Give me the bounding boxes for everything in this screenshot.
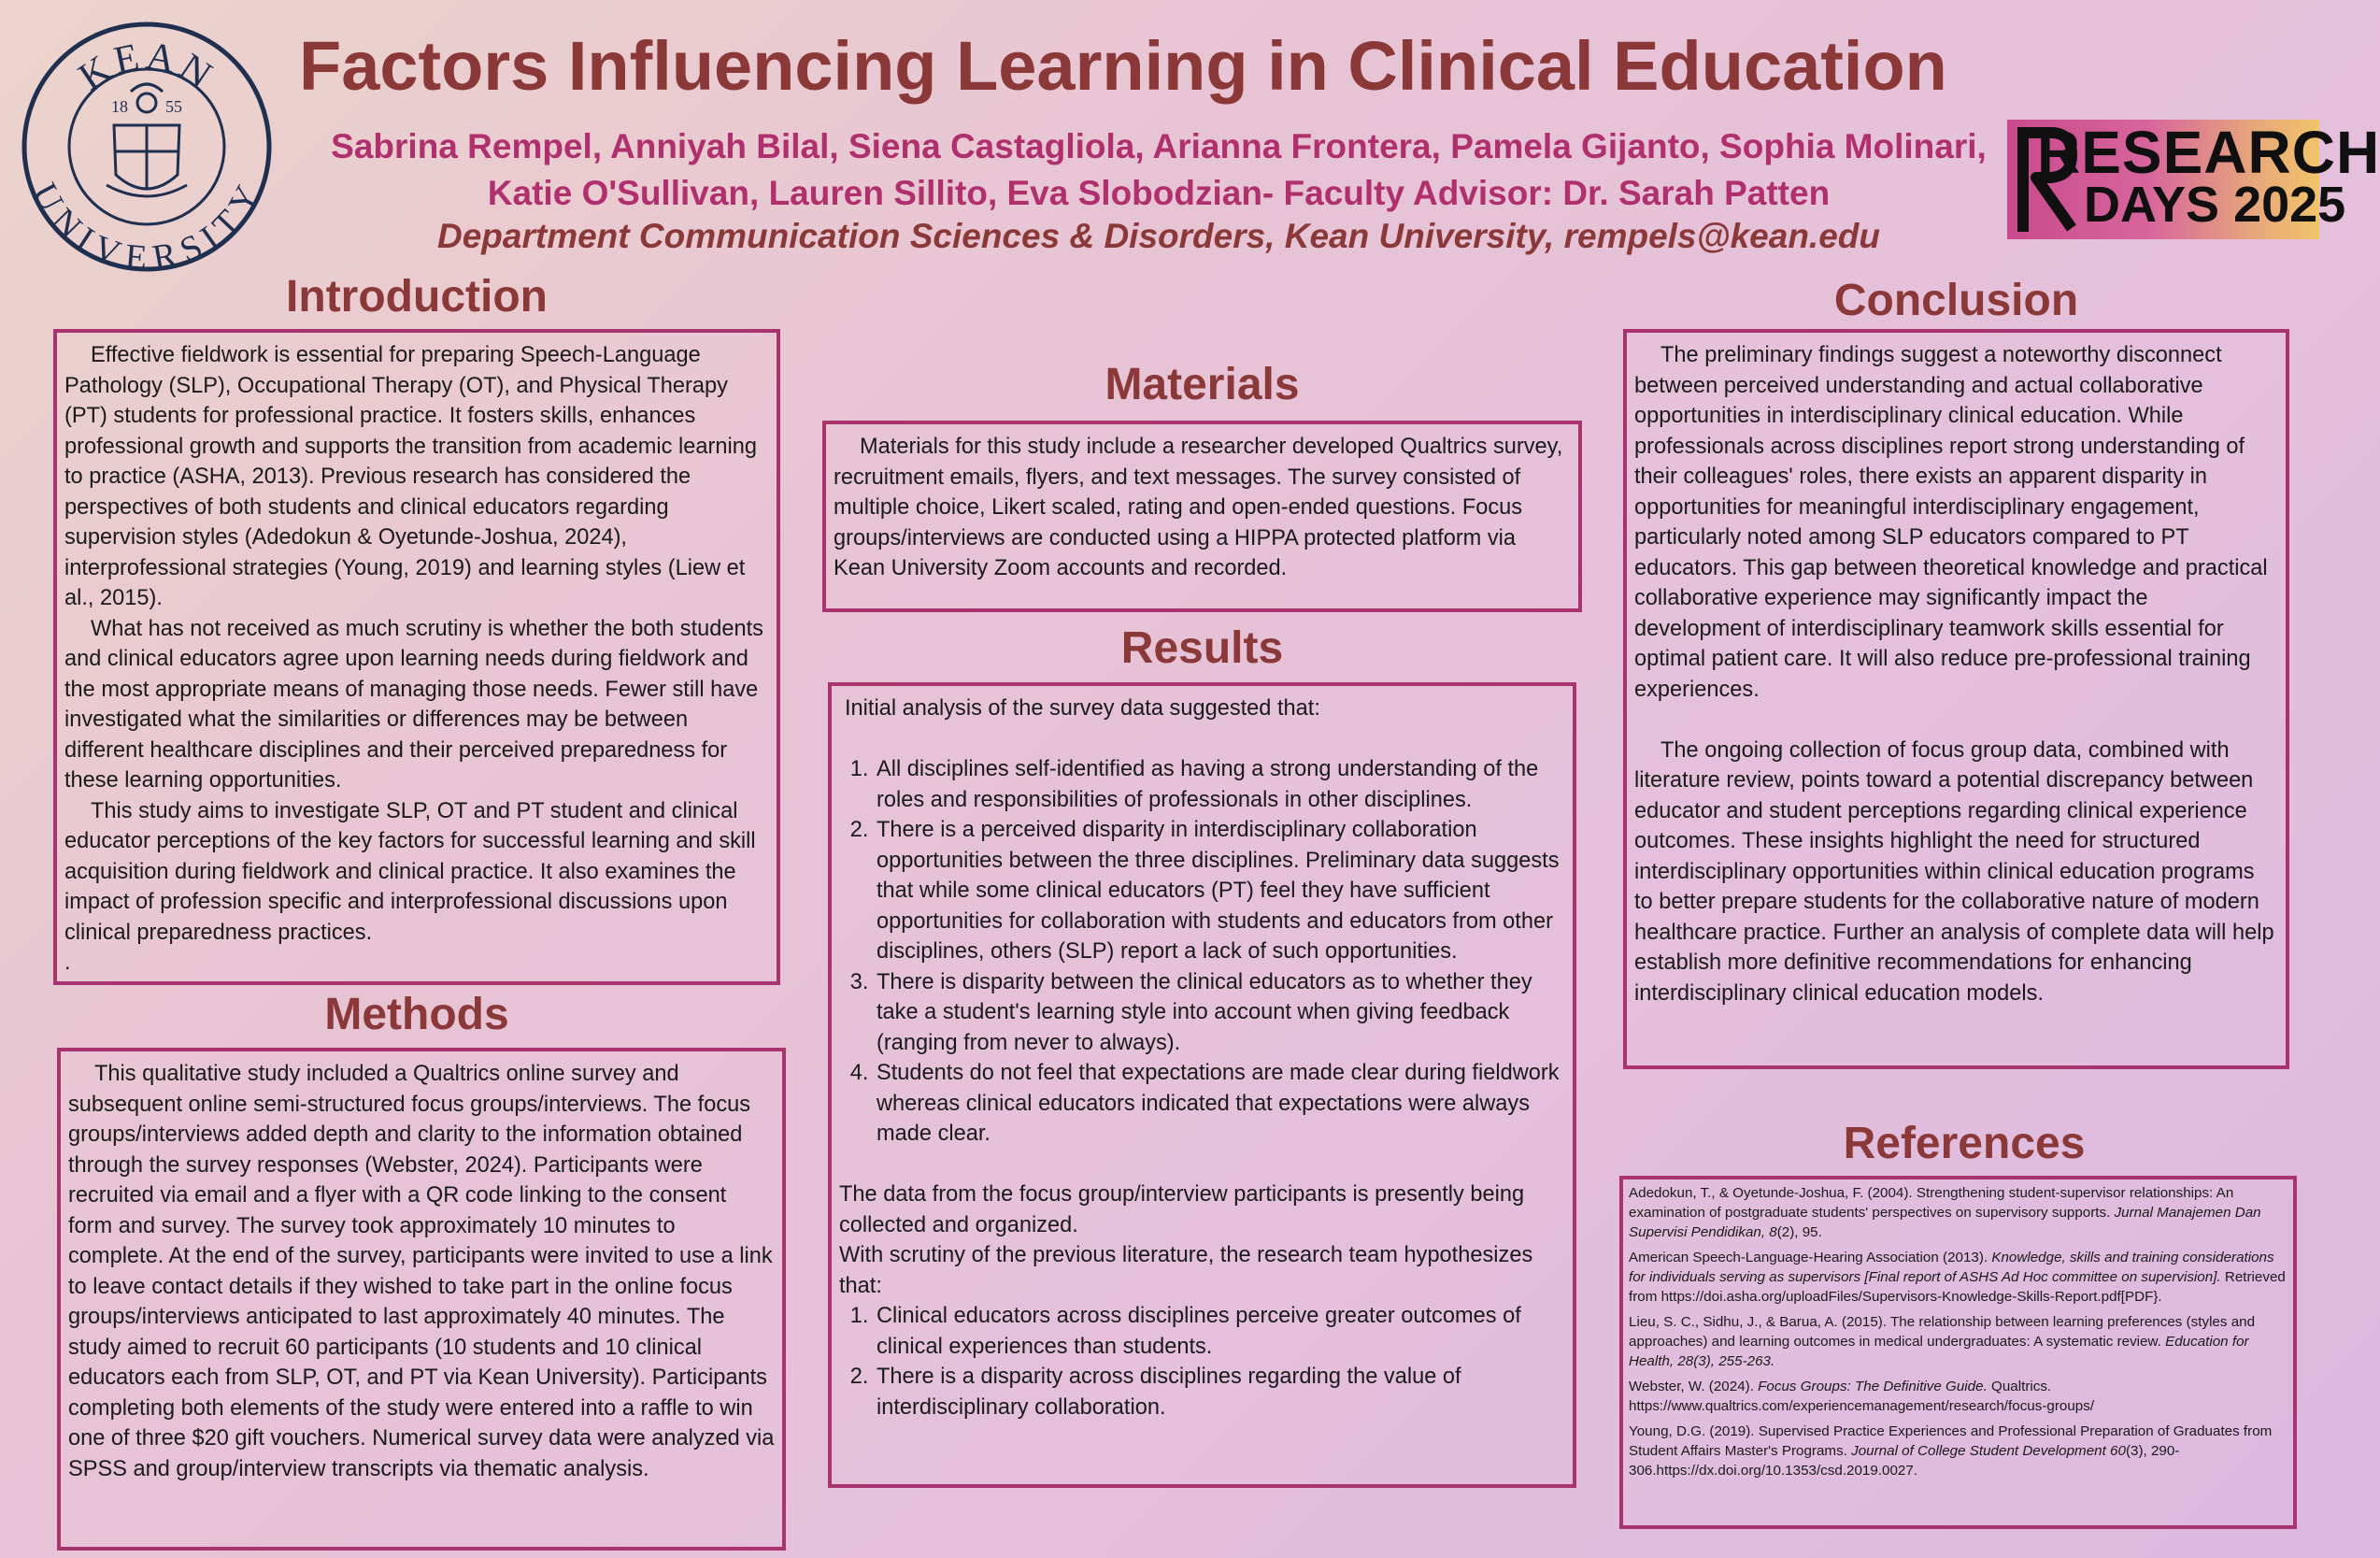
list-item: 1. All disciplines self-identified as having a strong understanding of the roles and responsibilities of professionals in other disciplines. bbox=[875, 754, 1565, 815]
conclusion-paragraph-2: The ongoing collection of focus group data, combined with literature review, points toward a potential discrepancy between educator and student perceptions regarding clinical experience outcomes. These insights highlight the need for structured interdisciplinary opportunities within clinical education programs to better prepare students for the collaborative nature of modern healthcare practice. Further an analysis of complete data will help establish more definitive recommendations for enhancing interdisciplinary clinical education models. bbox=[1634, 737, 2274, 1006]
author-list bbox=[280, 123, 2037, 217]
results-paragraph-3: With scrutiny of the previous literature, the research team hypothesizes that: bbox=[839, 1243, 1533, 1298]
svg-text:KEAN bbox=[71, 35, 222, 99]
logo-year-left: 18 bbox=[111, 97, 128, 116]
results-spacer bbox=[839, 724, 1565, 755]
reference-item: American Speech-Language-Hearing Association (2013). Knowledge, skills and training considerations for individuals serving as supervisors [Final report of ASHS Ad Hoc committee on supervision]. Retrieved from https://doi.asha.org/uploadFiles/Supervisors-Knowledge-Skills-Report.pdf[PDF}. bbox=[1629, 1250, 2286, 1305]
logo-year-right: 55 bbox=[165, 97, 182, 116]
conclusion-spacer bbox=[1634, 705, 2278, 736]
logo-top-text: KEAN bbox=[71, 34, 222, 100]
poster-title: Factors Influencing Learning in Clinical Education bbox=[299, 27, 1947, 105]
logo-bottom-text: UNIVERSITY bbox=[23, 177, 270, 273]
introduction-heading: Introduction bbox=[286, 272, 548, 322]
results-findings-list bbox=[839, 754, 1565, 1150]
methods-box bbox=[57, 1048, 786, 1551]
list-item: 1. Clinical educators across disciplines perceive greater outcomes of clinical experiences than students. bbox=[875, 1301, 1565, 1362]
introduction-box bbox=[53, 329, 780, 985]
introduction-paragraph-4: . bbox=[64, 951, 71, 975]
materials-box bbox=[822, 421, 1582, 612]
results-paragraph-2: The data from the focus group/interview participants is presently being collected and organized. bbox=[839, 1182, 1525, 1237]
authors-line-2: Katie O'Sullivan, Lauren Sillito, Eva Slobodzian- Faculty Advisor: Dr. Sarah Patten bbox=[487, 174, 1831, 212]
references-heading: References bbox=[1843, 1119, 2086, 1168]
results-intro: Initial analysis of the survey data suggested that: bbox=[845, 696, 1320, 721]
research-days-line-2: DAYS 2025 bbox=[2084, 177, 2346, 233]
kean-university-logo bbox=[21, 21, 273, 273]
methods-heading: Methods bbox=[324, 990, 509, 1039]
references-box bbox=[1619, 1176, 2297, 1529]
reference-item: Adedokun, T., & Oyetunde-Joshua, F. (2004). Strengthening student-supervisor relationships: An examination of postgraduate students' perspectives on supervisory supports. Jurnal Manajemen Dan Supervisi Pendidikan, 8(2), 95. bbox=[1629, 1185, 2261, 1240]
results-heading: Results bbox=[1120, 623, 1284, 673]
reference-item: Lieu, S. C., Sidhu, J., & Barua, A. (2015). The relationship between learning preferences (styles and approaches) and learning outcomes in medical undergraduates: A systematic review. Education for Health, 28(3), 255-263. bbox=[1629, 1314, 2256, 1369]
materials-heading: Materials bbox=[1104, 360, 1300, 409]
methods-paragraph: This qualitative study included a Qualtrics online survey and subsequent online semi-structured focus groups/interviews. The focus groups/interviews added depth and clarity to the information obtained through the survey responses (Webster, 2024). Participants were recruited via email and a flyer with a QR code linking to the consent form and survey. The survey took approximately 10 minutes to complete. At the end of the survey, participants were invited to use a link to leave contact details if they wished to take part in the online focus groups/interviews anticipated to last approximately 40 minutes. The study aimed to recruit 60 participants (10 students and 10 clinical educators each from SLP, OT, and PT via Kean University). Participants completing both elements of the study were entered into a raffle to win one of three $20 gift vouchers. Numerical survey data were analyzed via SPSS and group/interview transcripts via thematic analysis. bbox=[68, 1062, 775, 1481]
authors-line-1: Sabrina Rempel, Anniyah Bilal, Siena Castagliola, Arianna Frontera, Pamela Gijanto, Sophia Molinari, bbox=[331, 127, 1987, 165]
research-days-line-1: RESEARCH bbox=[2037, 119, 2380, 186]
reference-item: Webster, W. (2024). Focus Groups: The Definitive Guide. Qualtrics. https://www.qualtrics.com/experiencemanagement/research/focus-groups/ bbox=[1629, 1379, 2095, 1414]
list-item: 2. There is a disparity across disciplines regarding the value of interdisciplinary collaboration. bbox=[875, 1362, 1565, 1422]
department-affiliation: Department Communication Sciences & Disorders, Kean University, rempels@kean.edu bbox=[437, 217, 1880, 255]
introduction-paragraph-3: This study aims to investigate SLP, OT and PT student and clinical educator perceptions of the key factors for successful learning and skill acquisition during fieldwork and clinical practice. It also examines the impact of profession specific and interprofessional discussions upon clinical preparedness practices. bbox=[64, 798, 756, 945]
introduction-paragraph-2: What has not received as much scrutiny is whether the both students and clinical educators agree upon learning needs during fieldwork and the most appropriate means of managing those needs. Fewer still have investigated what the similarities or differences may be between different healthcare disciplines and their perceived preparedness for these learning opportunities. bbox=[64, 616, 763, 793]
introduction-paragraph-1: Effective fieldwork is essential for preparing Speech-Language Pathology (SLP), Occupational Therapy (OT), and Physical Therapy (PT) students for professional practice. It fosters skills, enhances professional growth and supports the transition from academic learning to practice (ASHA, 2013). Previous research has considered the perspectives of both students and clinical educators regarding supervision styles (Adedokun & Oyetunde-Joshua, 2024), interprofessional strategies (Young, 2019) and learning styles (Liew et al., 2015). bbox=[64, 343, 757, 610]
results-box bbox=[828, 682, 1576, 1488]
reference-item: Young, D.G. (2019). Supervised Practice Experiences and Professional Preparation of Graduates from Student Affairs Master's Programs. Journal of College Student Development 60(3), 290-306.https://dx.doi.org/10.1353/csd.2019.0027. bbox=[1629, 1423, 2273, 1479]
conclusion-box bbox=[1623, 329, 2289, 1069]
list-item: 4. Students do not feel that expectations are made clear during fieldwork whereas clinical educators indicated that expectations were always made clear. bbox=[875, 1058, 1565, 1150]
results-hypotheses-list bbox=[839, 1301, 1565, 1422]
results-spacer bbox=[839, 1150, 1565, 1180]
list-item: 2. There is a perceived disparity in interdisciplinary collaboration opportunities between the three disciplines. Preliminary data suggests that while some clinical educators (PT) feel they have sufficient opportunities for collaboration with students and educators from other disciplines, others (SLP) report a lack of such opportunities. bbox=[875, 815, 1565, 967]
conclusion-paragraph-1: The preliminary findings suggest a noteworthy disconnect between perceived understanding and actual collaborative opportunities in interdisciplinary clinical education. While professionals across disciplines report strong understanding of their colleagues' roles, there exists an apparent disparity in opportunities for meaningful interdisciplinary engagement, particularly noted among SLP educators compared to PT educators. This gap between theoretical knowledge and practical collaborative experience may significantly impact the development of interdisciplinary teamwork skills essential for optimal patient care. It will also reduce pre-professional training experiences. bbox=[1634, 343, 2268, 702]
list-item: 3. There is disparity between the clinical educators as to whether they take a student's learning style into account when giving feedback (ranging from never to always). bbox=[875, 967, 1565, 1059]
materials-paragraph: Materials for this study include a researcher developed Qualtrics survey, recruitment emails, flyers, and text messages. The survey consisted of multiple choice, Likert scaled, rating and open-ended questions. Focus groups/interviews are conducted using a HIPPA protected platform via Kean University Zoom accounts and recorded. bbox=[834, 435, 1563, 580]
conclusion-heading: Conclusion bbox=[1833, 276, 2079, 325]
